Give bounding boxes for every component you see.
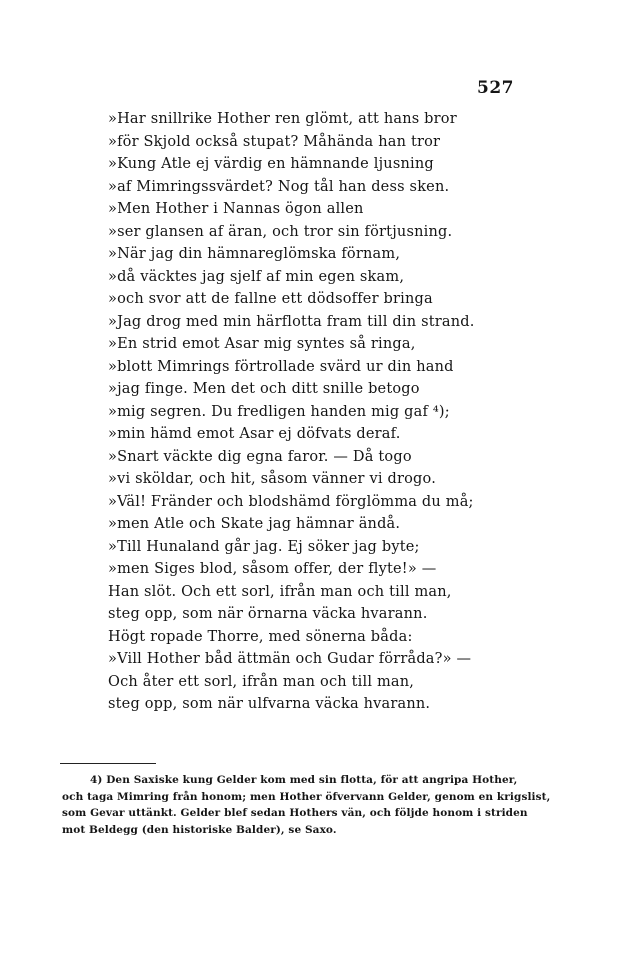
verse-line: Och åter ett sorl, ifrån man och till man, xyxy=(108,673,415,690)
verse-line: »vi sköldar, och hit, såsom vänner vi drogo. xyxy=(108,471,437,487)
verse-line: Högt ropade Thorre, med sönerna båda: xyxy=(108,628,413,645)
footnote-line: och taga Mimring från honom; men Hother öfvervann Gelder, genom en krigslist, xyxy=(62,790,551,803)
verse-line: »Väl! Fränder och blodshämd förglömma du må; xyxy=(108,493,474,510)
verse-line: steg opp, som när örnarna väcka hvarann. xyxy=(108,606,428,622)
verse-line: »När jag din hämnareglömska förnam, xyxy=(108,246,401,262)
verse-line: »min hämd emot Asar ej döfvats deraf. xyxy=(108,426,401,442)
verse-line: »för Skjold också stupat? Måhända han tror xyxy=(108,133,441,150)
verse-line: »men Siges blod, såsom offer, der flyte!» — xyxy=(108,561,437,577)
verse-line: »men Atle och Skate jag hämnar ändå. xyxy=(108,516,401,532)
verse-line: »Jag drog med min härflotta fram till din strand. xyxy=(108,313,475,330)
verse-block xyxy=(108,108,508,716)
footnote-line: som Gevar uttänkt. Gelder blef sedan Hothers vän, och följde honom i striden xyxy=(62,807,528,819)
verse-line: »Men Hother i Nannas ögon allen xyxy=(108,201,364,217)
verse-line: »Vill Hother båd ättmän och Gudar förråda?» — xyxy=(108,651,472,667)
footnote-line: mot Beldegg (den historiske Balder), se Saxo. xyxy=(62,823,337,836)
footnote-divider xyxy=(60,763,156,764)
verse-line: »Kung Atle ej värdig en hämnande ljusning xyxy=(108,156,434,172)
verse-line: »Snart väckte dig egna faror. — Då togo xyxy=(108,448,412,465)
verse-line: steg opp, som när ulfvarna väcka hvarann. xyxy=(108,696,431,712)
verse-line: »och svor att de fallne ett dödsoffer bringa xyxy=(108,291,433,307)
verse-line: »blott Mimrings förtrollade svärd ur din hand xyxy=(108,358,454,375)
verse-line: »Till Hunaland går jag. Ej söker jag byte; xyxy=(108,538,420,555)
verse-line: Han slöt. Och ett sorl, ifrån man och till man, xyxy=(108,583,452,600)
verse-line: »En strid emot Asar mig syntes så ringa, xyxy=(108,336,416,352)
verse-line: »ser glansen af äran, och tror sin förtjusning. xyxy=(108,223,453,240)
verse-line: »då väcktes jag sjelf af min egen skam, xyxy=(108,268,405,285)
footnote-line: 4) Den Saxiske kung Gelder kom med sin flotta, för att angripa Hother, xyxy=(90,774,518,786)
verse-line: »af Mimringssvärdet? Nog tål han dess sken. xyxy=(108,178,450,195)
footnote-block xyxy=(62,772,551,838)
verse-line: »jag finge. Men det och ditt snille betogo xyxy=(108,381,420,397)
verse-line: »mig segren. Du fredligen handen mig gaf ⁴); xyxy=(108,403,450,420)
page-number: 527 xyxy=(477,78,514,98)
verse-line: »Har snillrike Hother ren glömt, att hans bror xyxy=(108,111,457,127)
